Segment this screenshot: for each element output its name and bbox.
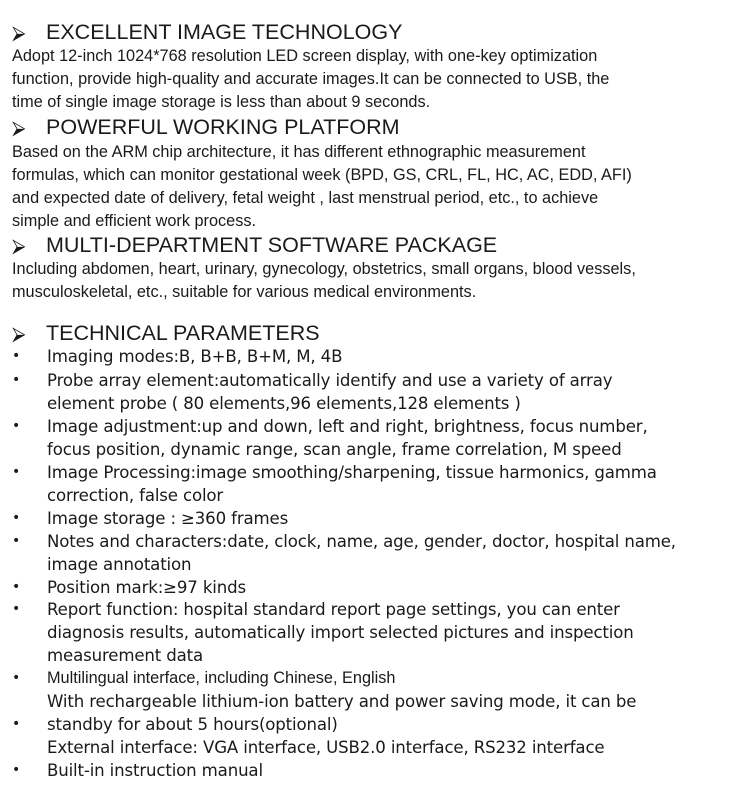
- bullet-icon: •: [12, 510, 21, 526]
- list-item-line: Report function: hospital standard report page settings, you can enter: [47, 600, 620, 619]
- section-paragraph-working-platform: [12, 141, 748, 233]
- bullet-icon: •: [12, 579, 21, 595]
- paragraph-line: formulas, which can monitor gestational week (BPD, GS, CRL, FL, HC, AC, EDD, AFI): [12, 166, 632, 184]
- list-item-text: [47, 576, 747, 599]
- list-item-line: correction, false color: [47, 486, 224, 505]
- bullet-icon: •: [12, 716, 21, 732]
- paragraph-line: Based on the ARM chip architecture, it has different ethnographic measurement: [12, 143, 586, 161]
- list-item-line: External interface: VGA interface, USB2.0 interface, RS232 interface: [47, 738, 605, 757]
- heading-text: EXCELLENT IMAGE TECHNOLOGY: [46, 20, 403, 44]
- bullet-icon: •: [12, 418, 21, 434]
- section-heading-technical-parameters: [12, 321, 320, 346]
- list-item-line: focus position, dynamic range, scan angle, frame correlation, M speed: [47, 440, 622, 459]
- heading-text: MULTI-DEPARTMENT SOFTWARE PACKAGE: [46, 233, 498, 257]
- list-item-text: [47, 690, 747, 759]
- list-item-line: Probe array element:automatically identify and use a variety of array: [47, 371, 613, 390]
- arrow-bullet-icon: ⮚: [12, 235, 26, 257]
- list-item-line: measurement data: [47, 646, 204, 665]
- heading-text: POWERFUL WORKING PLATFORM: [46, 115, 400, 139]
- section-heading-working-platform: [12, 115, 400, 140]
- list-item-text: [47, 369, 747, 415]
- section-heading-image-technology: [12, 20, 402, 45]
- list-item-text: [47, 667, 747, 690]
- list-item-line: standby for about 5 hours(optional): [47, 715, 338, 734]
- list-item-text: [47, 530, 747, 576]
- list-item-line: Imaging modes:B, B+B, B+M, M, 4B: [47, 347, 343, 366]
- list-item-line: Notes and characters:date, clock, name, age, gender, doctor, hospital name,: [47, 532, 676, 551]
- list-item-text: [47, 759, 747, 782]
- section-paragraph-software-package: [12, 258, 748, 304]
- paragraph-line: Including abdomen, heart, urinary, gynecology, obstetrics, small organs, blood vessels,: [12, 260, 636, 278]
- list-item-text: [47, 507, 747, 530]
- bullet-icon: •: [12, 348, 21, 364]
- list-item-line: Image storage : ≥360 frames: [47, 509, 289, 528]
- paragraph-line: function, provide high-quality and accurate images.It can be connected to USB, the: [12, 70, 610, 88]
- arrow-bullet-icon: ⮚: [12, 323, 26, 345]
- bullet-icon: •: [12, 670, 21, 686]
- list-item-line: Position mark:≥97 kinds: [47, 578, 246, 597]
- paragraph-line: time of single image storage is less than about 9 seconds.: [12, 93, 431, 111]
- paragraph-line: Adopt 12-inch 1024*768 resolution LED screen display, with one-key optimization: [12, 47, 598, 65]
- list-item-text: [47, 461, 747, 507]
- paragraph-line: and expected date of delivery, fetal weight , last menstrual period, etc., to achieve: [12, 189, 599, 207]
- list-item-text: [47, 415, 747, 461]
- list-item-line: diagnosis results, automatically import selected pictures and inspection: [47, 623, 634, 642]
- list-item-text: [47, 598, 747, 667]
- bullet-icon: •: [12, 762, 21, 778]
- list-item-line: image annotation: [47, 555, 192, 574]
- bullet-icon: •: [12, 533, 21, 549]
- bullet-icon: •: [12, 372, 21, 388]
- list-item-line: With rechargeable lithium-ion battery and power saving mode, it can be: [47, 692, 637, 711]
- list-item-line: Multilingual interface, including Chinese, English: [47, 669, 396, 687]
- bullet-icon: •: [12, 601, 21, 617]
- section-heading-software-package: [12, 233, 497, 258]
- list-item-line: element probe ( 80 elements,96 elements,128 elements ): [47, 394, 521, 413]
- list-item-line: Image adjustment:up and down, left and right, brightness, focus number,: [47, 417, 648, 436]
- bullet-icon: •: [12, 464, 21, 480]
- list-item-line: Image Processing:image smoothing/sharpening, tissue harmonics, gamma: [47, 463, 657, 482]
- section-paragraph-image-technology: [12, 45, 748, 114]
- list-item-line: Built-in instruction manual: [47, 761, 263, 780]
- paragraph-line: musculoskeletal, etc., suitable for various medical environments.: [12, 283, 477, 301]
- arrow-bullet-icon: ⮚: [12, 117, 26, 139]
- heading-text: TECHNICAL PARAMETERS: [46, 321, 320, 345]
- list-item-text: [47, 345, 747, 368]
- arrow-bullet-icon: ⮚: [12, 22, 26, 44]
- paragraph-line: simple and efficient work process.: [12, 212, 257, 230]
